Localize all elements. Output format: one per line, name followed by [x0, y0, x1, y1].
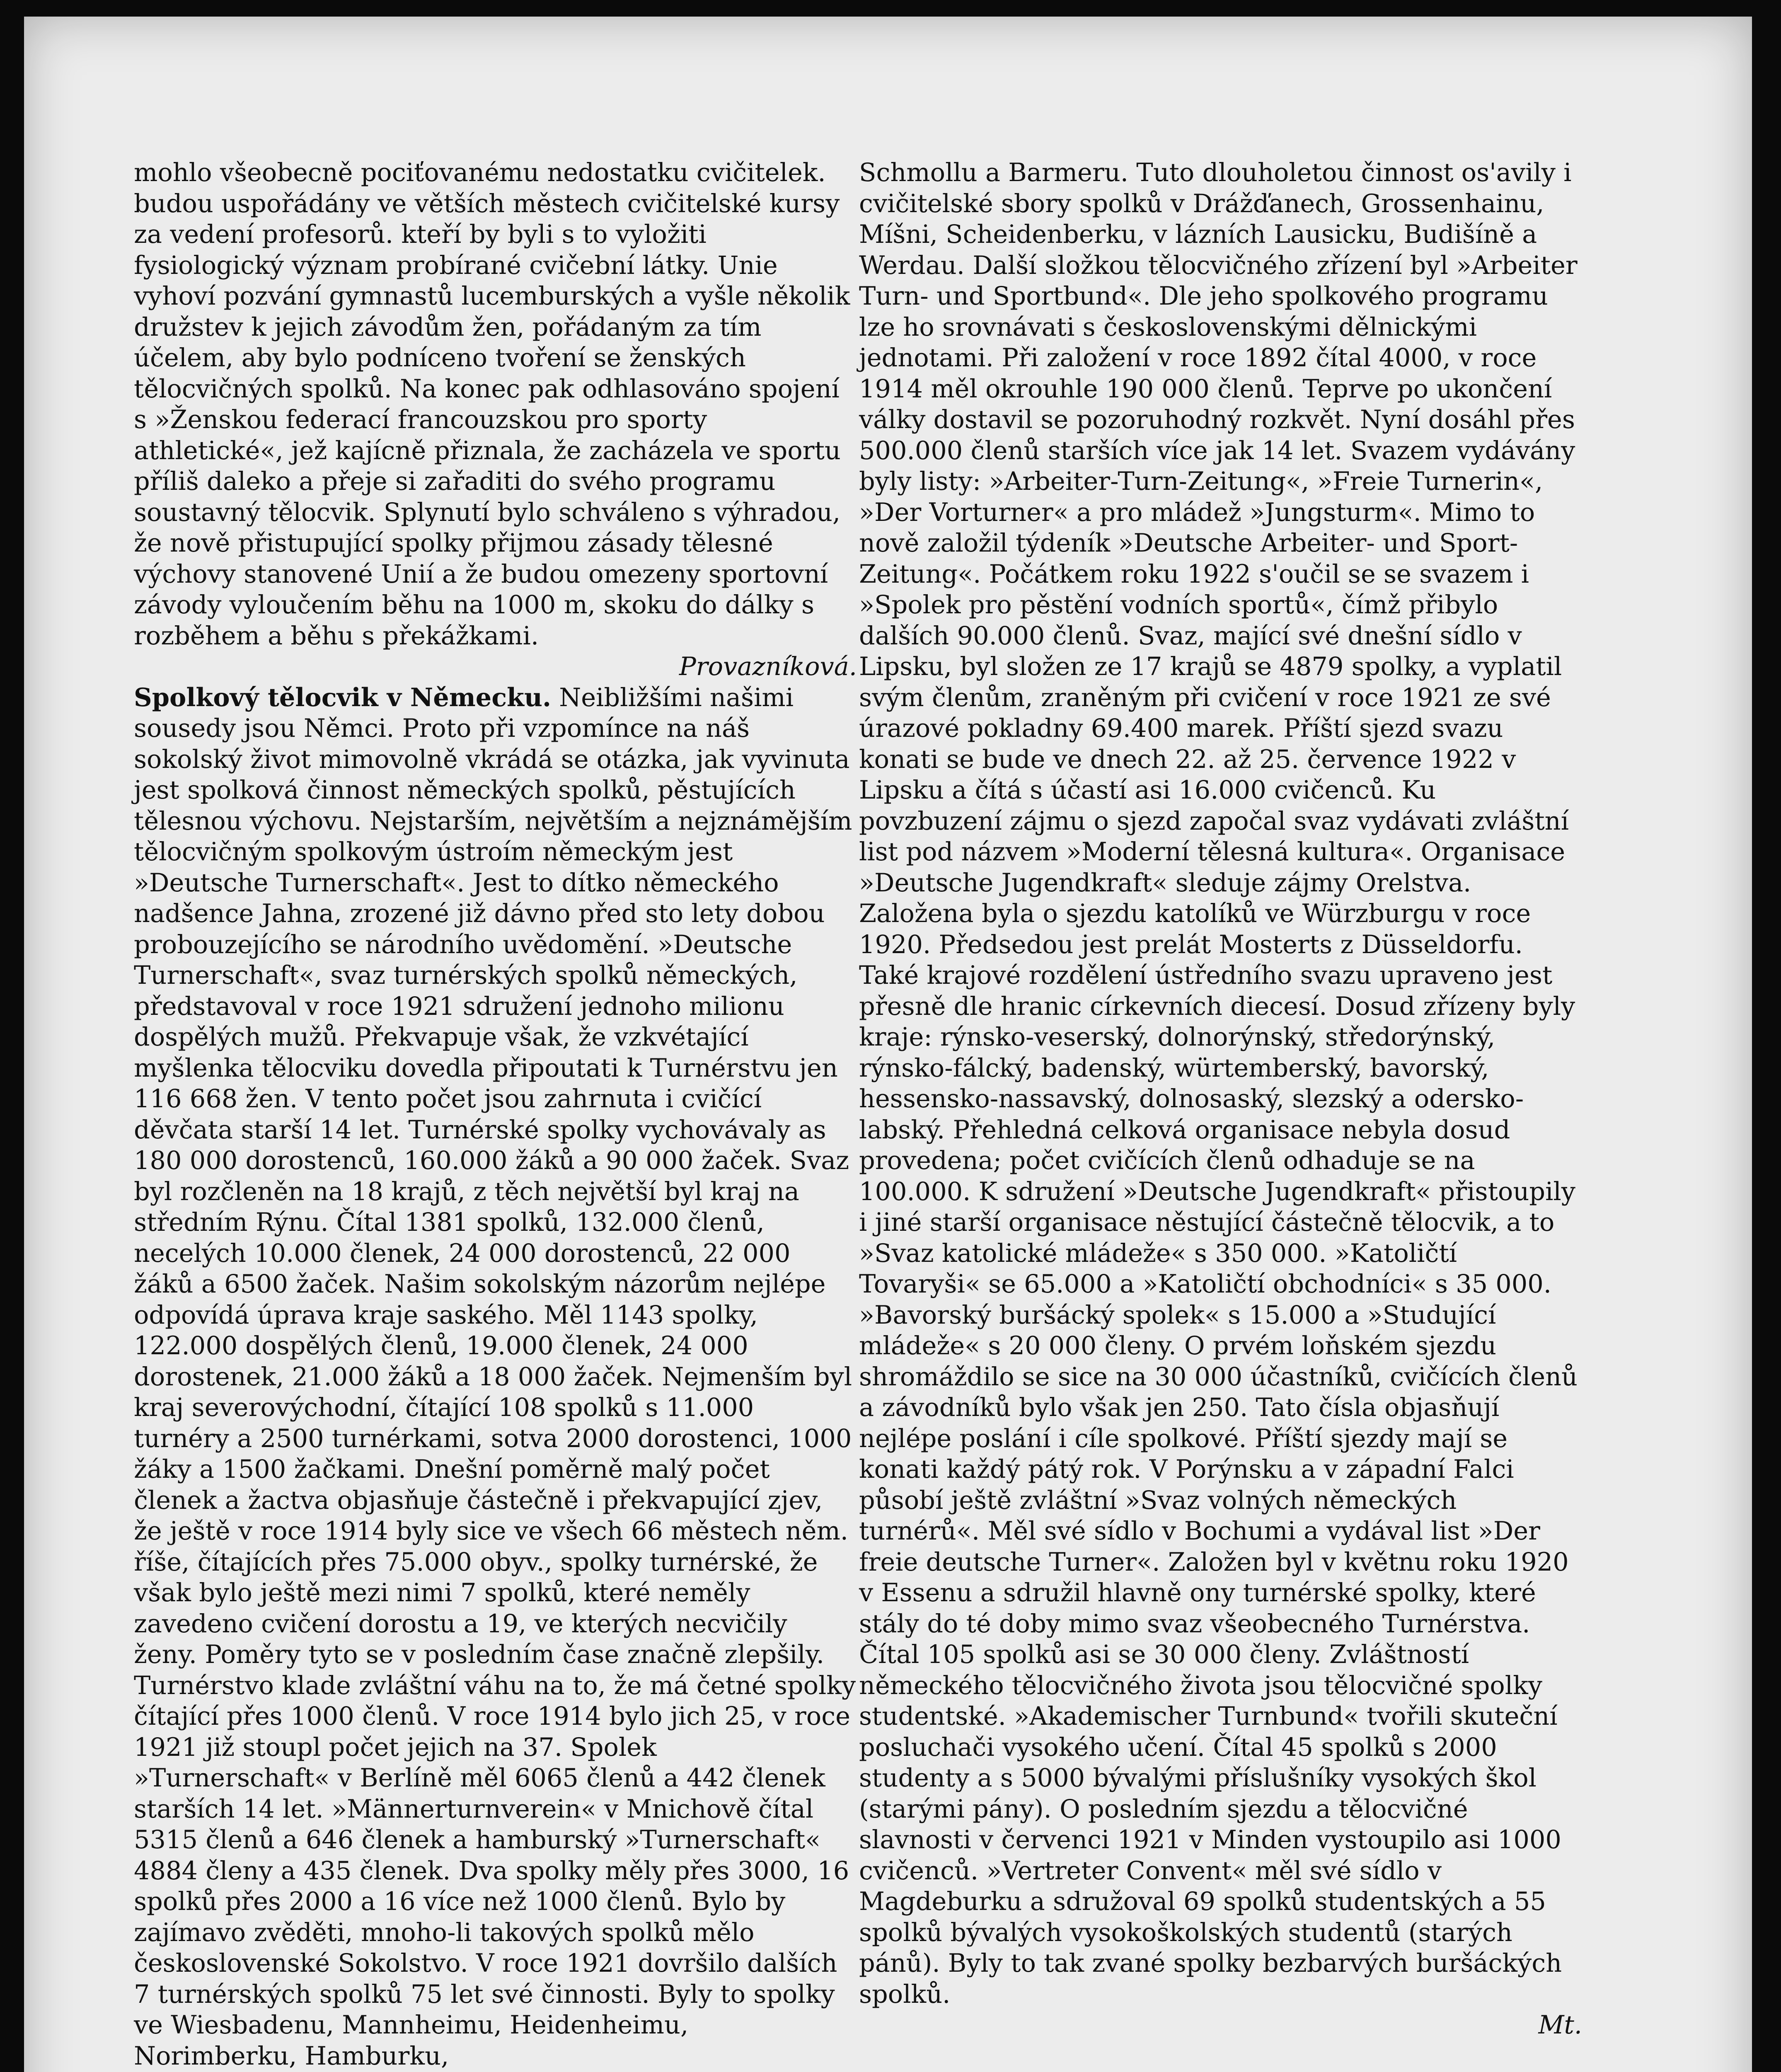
right-column: [859, 157, 1582, 2041]
paragraph-continued: Schmollu a Barmeru. Tuto dlouholetou činnost os'avily i cvičitelské sbory spolků v Drážďanech, Grossenhainu, Míšni, Scheidenberku, v lázních Lausicku, Budišíně a Werdau. Další složkou tělocvičného zřízení byl »Arbeiter Turn- und Sportbund«. Dle jeho spolkového programu lze ho srovnávati s československými dělnickými jednotami. Při založení v roce 1892 čítal 4000, v roce 1914 měl okrouhle 190 000 členů. Teprve po ukončení války dostavil se pozoruhodný rozkvět. Nyní dosáhl přes 500.000 členů starších více jak 14 let. Svazem vydávány byly listy: »Arbeiter-Turn-Zeitung«, »Freie Turnerin«, »Der Vorturner« a pro mládež »Jungsturm«. Mimo to nově založil týdeník »Deutsche Arbeiter- und Sport-Zeitung«. Počátkem roku 1922 s'oučil se se svazem i »Spolek pro pěstění vodních sportů«, čímž přibylo dalších 90.000 členů. Svaz, mající své dnešní sídlo v Lipsku, byl složen ze 17 krajů se 4879 spolky, a vyplatil svým členům, zraněným při cvičení v roce 1921 ze své úrazové pokladny 69.400 marek. Příští sjezd svazu konati se bude ve dnech 22. až 25. července 1922 v Lipsku a čítá s účastí asi 16.000 cvičenců. Ku povzbuzení zájmu o sjezd započal svaz vydávati zvláštní list pod názvem »Moderní tělesná kultura«. Organisace »Deutsche Jugendkraft« sleduje zájmy Orelstva. Založena byla o sjezdu katolíků ve Würzburgu v roce 1920. Předsedou jest prelát Mosterts z Düsseldorfu. Také krajové rozdělení ústředního svazu upraveno jest přesně dle hranic církevních diecesí. Dosud zřízeny byly kraje: rýnsko-vesersk‌ý, dolnorýnský, středorýnský, rýnsko-fálcký, badenský, würtemberský, bavorský, hessensko-nassavský, dolnosaský, slezský a odersko-labský. Přehledná celková organisace nebyla dosud provedena; počet cvičících členů odhaduje se na 100.000. K sdružení »Deutsche Jugendkraft« přistoupily i jiné starší organisace něstující částečně tělocvik, a to »Svaz katolické mládeže« s 350 000. »Katoličtí Tovaryši« se 65.000 a »Katoličtí obchodníci« s 35 000. »Bavorský buršácký spolek« s 15.000 a »Studující mládeže« s 20 000 členy. O prvém loňském sjezdu shromáždilo se sice na 30 000 účastníků, cvičících členů a závodníků bylo však jen 250. Tato čísla objasňují nejlépe poslání i cíle spolkové. Příští sjezdy mají se konati každý pátý rok. V Porýnsku a v západní Falci působí ještě zvláštní »Svaz volných německých turnérů«. Měl své sídlo v Bochumi a vydával list »Der freie deutsche Turner«. Založen byl v květnu roku 1920 v Essenu a sdružil hlavně ony turnérské spolky, které stály do té doby mimo svaz všeobecného Turnérstva. Čítal 105 spolků asi se 30 000 členy. Zvláštností německého tělocvičného života jsou tělocvičné spolky studentské. »Akademischer Turnbund« tvořili skuteční posluchači vysokého učení. Čítal 45 spolků s 2000 studenty a s 5000 bývalými příslušníky vysokých škol (starými pány). O posledním sjezdu a tělocvičné slavnosti v červenci 1921 v Minden vystoupilo asi 1000 cvičenců. »Vertreter Convent« měl své sídlo v Magdeburku a sdružoval 69 spolků studentských a 55 spolků bývalých vysokoškolských studentů (starých pánů). Byly to tak zvané spolky bezbarvých buršáckých spolků.: [859, 158, 1578, 2009]
left-column: [134, 157, 857, 2072]
signature-mt: Mt.: [1538, 2011, 1582, 2040]
document-page: [24, 17, 1752, 2072]
paragraph-nemecko-text: Neibližšími našimi sousedy jsou Němci. Proto při vzpomínce na náš sokolský život mimovolně vkrádá se otázka, jak vyvinuta jest spolková činnost německých spolků, pěstujících tělesnou výchovu. Nejstarším, největším a nejznámějším tělocvičným spolkovým ústroím německým jest »Deutsche Turnerschaft«. Jest to dítko německého nadšence Jahna, zrozené již dávno před sto lety dobou probouzejícího se národního uvědomění. »Deutsche Turnerschaft«, svaz turnérských spolků německých, představoval v roce 1921 sdružení jednoho milionu dospělých mužů. Překvapuje však, že vzkvétající myšlenka tělocviku dovedla připoutati k Turnérstvu jen 116 668 žen. V tento počet jsou zahrnuta i cvičící děvčata starší 14 let. Turnérské spolky vychovávaly as 180 000 dorostenců, 160.000 žáků a 90 000 žaček. Svaz byl rozčleněn na 18 krajů, z těch největší byl kraj na středním Rýnu. Čítal 1381 spolků, 132.000 členů, necelých 10.000 členek, 24 000 dorostenců, 22 000 žáků a 6500 žaček. Našim sokolským názorům nejlépe odpovídá úprava kraje saského. Měl 1143 spolky, 122.000 dospělých členů, 19.000 členek, 24 000 dorostenek, 21.000 žáků a 18 000 žaček. Nejmenším byl kraj severovýchodní, čítající 108 spolků s 11.000 turnéry a 2500 turnérkami, sotva 2000 dorostenci, 1000 žáky a 1500 žačkami. Dnešní poměrně malý počet členek a žactva objasňuje částečně i překvapující zjev, že ještě v roce 1914 byly sice ve všech 66 městech něm. říše, čítajících přes 75.000 obyv., spolky turnérské, že však bylo ještě mezi nimi 7 spolků, které neměly zavedeno cvičení dorostu a 19, ve kterých necvičily ženy. Poměry tyto se v posledním čase značně zlepšily. Turnérstvo klade zvláštní váhu na to, že má četné spolky čítající přes 1000 členů. V roce 1914 bylo jich 25, v roce 1921 již stoupl počet jejich na 37. Spolek »Turnerschaft« v Berlíně měl 6065 členů a 442 členek starších 14 let. »Männerturnverein« v Mnichově čítal 5315 členů a 646 členek a hamburský »Turnerschaft« 4884 členy a 435 členek. Dva spolky měly přes 3000, 16 spolků přes 2000 a 16 více než 1000 členů. Bylo by zajímavo zvěděti, mnoho-li takových spolků mělo československé Sokolstvo. V roce 1921 dovršilo dalších 7 turnérských spolků 75 let své činnosti. Byly to spolky ve Wiesbadenu, Mannheimu, Heidenheimu, Norimberku, Hamburku,: [134, 683, 856, 2071]
paragraph-nemecko: [134, 683, 857, 2072]
section-heading: Spolkový tělocvik v Německu.: [134, 683, 552, 712]
signature-provaznikova: Provazníková.: [679, 652, 857, 681]
paragraph-unie: mohlo všeobecně pociťovanému nedostatku cvičitelek. budou uspořádány ve větších městech cvičitelské kursy za vedení profesorů. kteří by byli s to vyložiti fysiologický význam probírané cvičební látky. Unie vyhoví pozvání gymnastů lucemburských a vyšle několik družstev k jejich závodům žen, pořádaným za tím účelem, aby bylo podníceno tvoření se ženských tělocvičných spolků. Na konec pak odhlasováno spojení s »Ženskou federací francouzskou pro sporty athletické«, jež kajícně přiznala, že zacházela ve sportu příliš daleko a přeje si zařaditi do svého programu soustavný tělocvik. Splynutí bylo schváleno s výhradou, že nově přistupující spolky přijmou zásady tělesné výchovy stanovené Unií a že budou omezeny sportovní závody vyloučením běhu na 1000 m, skoku do dálky s rozběhem a běhu s překážkami.: [134, 158, 850, 651]
